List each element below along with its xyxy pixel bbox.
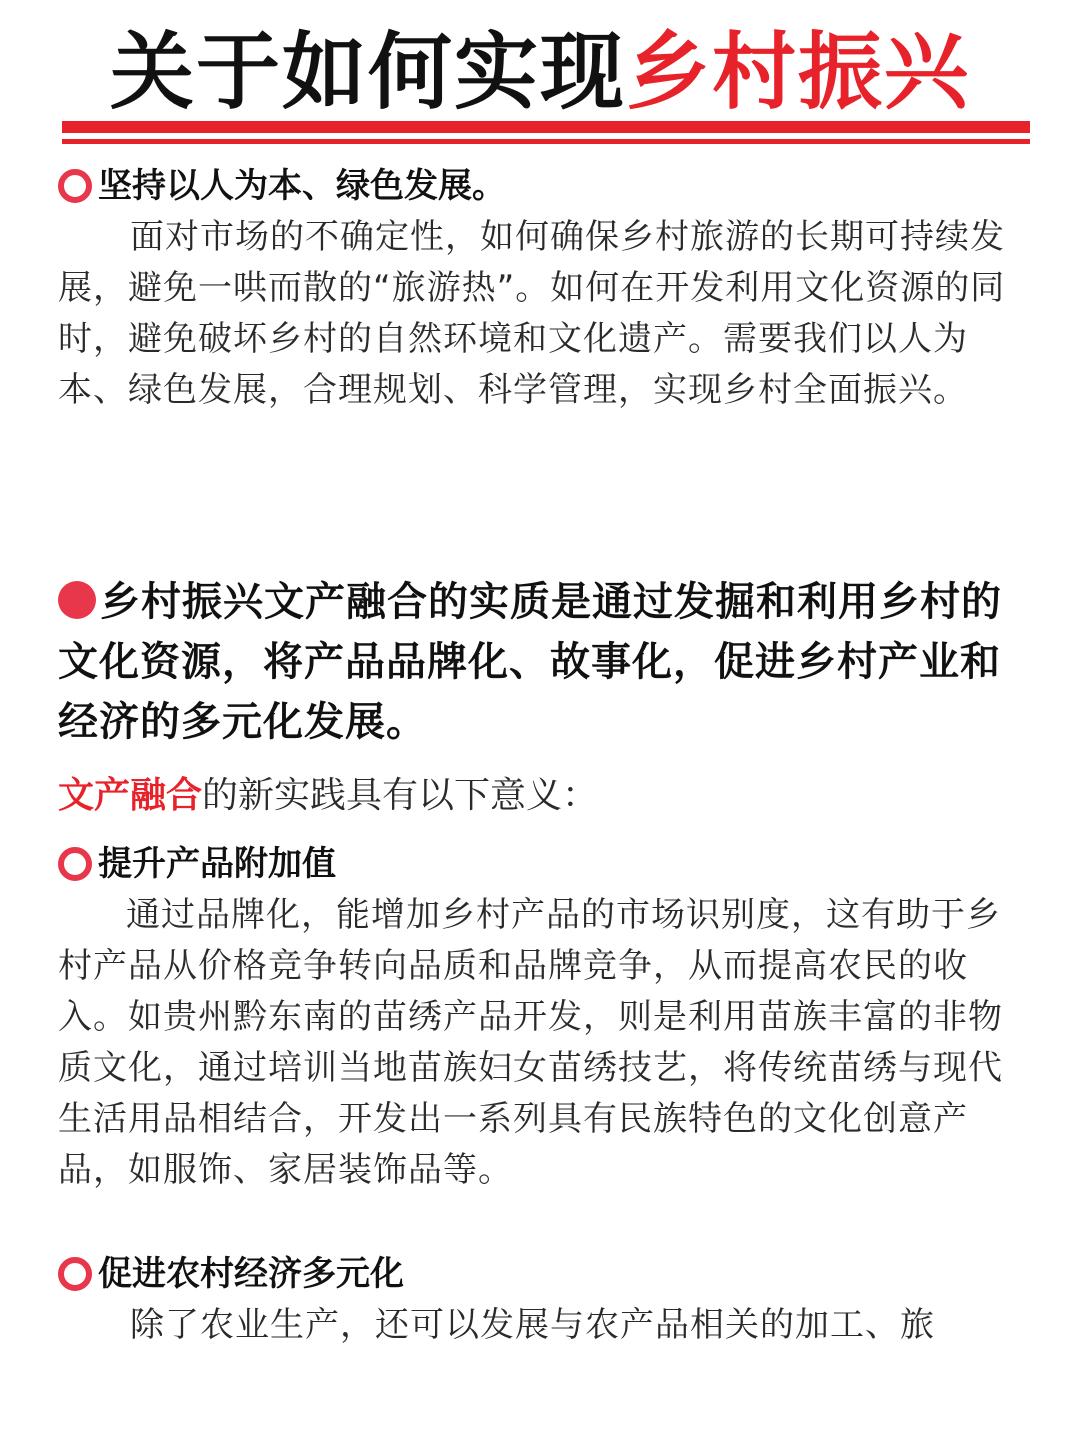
title-underline-thick <box>62 121 1030 133</box>
circle-outline-icon <box>58 1257 92 1291</box>
section3-heading-text: 促进农村经济多元化 <box>98 1254 404 1294</box>
title-main: 关于如何实现 <box>109 23 626 121</box>
title-underline-thin <box>62 139 1030 144</box>
intro-keyword: 文产融合 <box>58 775 203 816</box>
section1-heading <box>58 164 506 208</box>
section2-heading-text: 提升产品附加值 <box>98 844 336 884</box>
section3-body: 除了农业生产，还可以发展与农产品相关的加工、旅 <box>130 1305 935 1345</box>
page-title <box>0 22 1080 122</box>
intro-line <box>58 772 598 820</box>
intro-rest: 的新实践具有以下意义： <box>202 775 599 816</box>
section2-heading <box>58 842 336 886</box>
section2-body: 通过品牌化，能增加乡村产品的市场识别度，这有助于乡村产品从价格竞争转向品质和品牌竞争，从而提高农民的收入。如贵州黔东南的苗绣产品开发，则是利用苗族丰富的非物质文化，通过培训当地苗族妇女苗绣技艺，将传统苗绣与现代生活用品相结合，开发出一系列具有民族特色的文化创意产品，如服饰、家居装饰品等。 <box>58 895 1003 1190</box>
title-accent: 乡村振兴 <box>626 23 971 121</box>
highlight-text: 乡村振兴文产融合的实质是通过发掘和利用乡村的文化资源，将产品品牌化、故事化，促进乡村产业和经济的多元化发展。 <box>58 579 1002 745</box>
circle-outline-icon <box>58 169 92 203</box>
circle-outline-icon <box>58 847 92 881</box>
highlight-block <box>58 572 1028 752</box>
section1-heading-text: 坚持以人为本、绿色发展。 <box>98 166 506 206</box>
section3-heading <box>58 1252 404 1296</box>
filled-circle-icon <box>58 581 96 619</box>
section1-body: 面对市场的不确定性，如何确保乡村旅游的长期可持续发展，避免一哄而散的“旅游热”。如何在开发利用文化资源的同时，避免破坏乡村的自然环境和文化遗产。需要我们以人为本、绿色发展，合理规划、科学管理，实现乡村全面振兴。 <box>58 217 1006 410</box>
